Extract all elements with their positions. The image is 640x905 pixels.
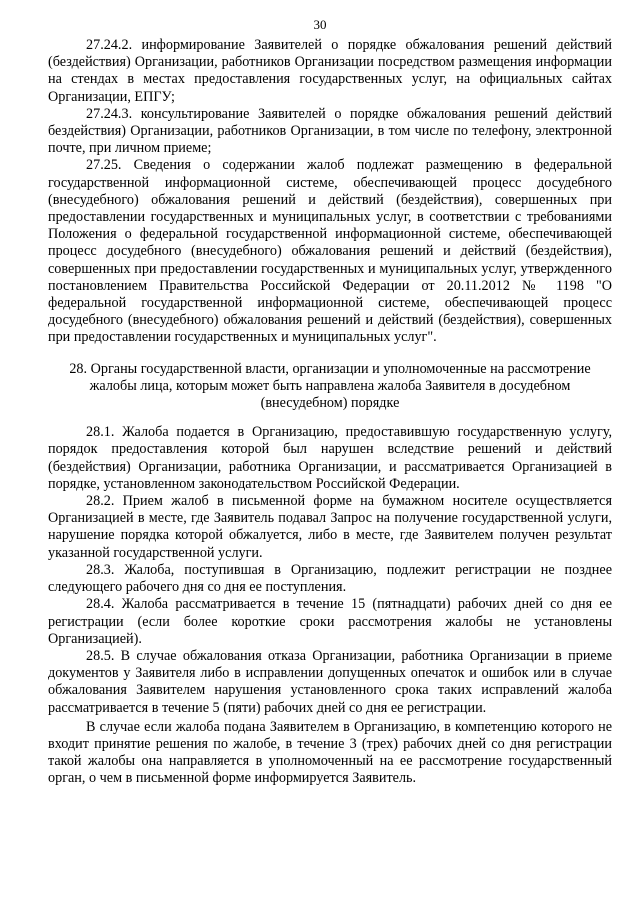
paragraph-28-4: 28.4. Жалоба рассматривается в течение 15 (пятнадцати) рабочих дней со дня ее регистрации (если более короткие сроки рассмотрения жалобы не установлены Организацией). <box>48 596 612 647</box>
paragraph-28-1: 28.1. Жалоба подается в Организацию, предоставившую государственную услугу, порядок предоставления которой был нарушен вследствие решений и действий (бездействия) Организации, работника Организации, и рассматривается Организацией в порядке, установленном законодательством Российской Федерации. <box>48 424 612 492</box>
paragraph-28-5-continuation: В случае если жалоба подана Заявителем в Организацию, в компетенцию которого не входит принятие решения по жалобе, в течение 3 (трех) рабочих дней со дня регистрации такой жалобы она направляется в уполномоченный на ее рассмотрение государственный орган, о чем в письменной форме информируется Заявитель. <box>48 718 612 787</box>
paragraph-27-24-3: 27.24.3. консультирование Заявителей о порядке обжалования решений действий бездействия) Организации, работников Организации, в том числе по телефону, электронной почте, при личном приеме; <box>48 105 612 157</box>
paragraph-28-5: 28.5. В случае обжалования отказа Организации, работника Организации в приеме документов у Заявителя либо в исправлении допущенных опечаток и ошибок или в случае обжалования Заявителем нарушения установленного срока таких исправлений жалоба рассматривается в течение 5 (пяти) рабочих дней со дня ее регистрации. <box>48 647 612 716</box>
page-number: 30 <box>313 17 327 32</box>
paragraph-28-2: 28.2. Прием жалоб в письменной форме на бумажном носителе осуществляется Организацией в месте, где Заявитель подавал Запрос на получение государственной услуги, нарушение порядка которой обжалуется, либо в месте, где Заявителем получен результат указанной государственной услуги. <box>48 493 612 561</box>
paragraph-27-25: 27.25. Сведения о содержании жалоб подлежат размещению в федеральной государственной информационной системе, обеспечивающей процесс досудебного (внесудебного) обжалования решений и действий (бездействия), совершенных при предоставлении государственных и муниципальных услуг, в соответствии с требованиями Положения о федеральной государственной информационной системе, обеспечивающей процесс досудебного (внесудебного) обжалования решений и действий (бездействия), совершенных при предоставлении государственных и муниципальных услуг, утвержденного постановлением Правительства Российской Федерации от 20.11.2012 № 1198 "О федеральной государственной информационной системе, обеспечивающей процесс досудебного (внесудебного) обжалования решений и действий (бездействия), совершенных при предоставлении государственных и муниципальных услуг". <box>48 157 612 346</box>
paragraph-28-3: 28.3. Жалоба, поступившая в Организацию, подлежит регистрации не позднее следующего рабочего дня со дня ее поступления. <box>48 561 612 596</box>
section-heading-28: 28. Органы государственной власти, организации и уполномоченные на рассмотрение жалобы лица, которым может быть направлена жалоба Заявителя в досудебном (внесудебном) порядке <box>69 360 591 412</box>
paragraph-27-24-2: 27.24.2. информирование Заявителей о порядке обжалования решений действий (бездействия) Организации, работников Организации посредством размещения информации на стендах в местах предоставления государственных услуг, на официальных сайтах Организации, ЕПГУ; <box>48 37 612 105</box>
document-body <box>48 37 612 788</box>
